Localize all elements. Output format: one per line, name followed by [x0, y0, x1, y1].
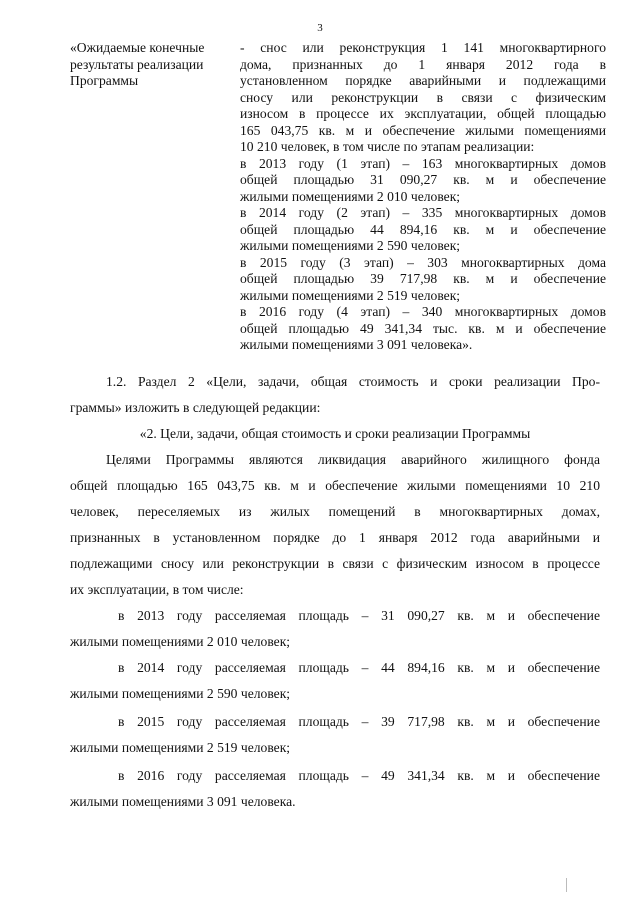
year-2016-line-2: жилыми помещениями 3 091 человека. [70, 794, 296, 809]
year-2014-line-1: в 2014 году расселяемая площадь – 44 894,16 кв. м и обеспечение [118, 660, 600, 675]
stage-line: жилыми помещениями 3 091 человека». [240, 337, 473, 352]
stage-line: жилыми помещениями 2 590 человек; [240, 238, 461, 253]
page-number: 3 [317, 22, 323, 34]
stage-line: в 2015 году (3 этап) – 303 многоквартирных дома [240, 254, 606, 270]
intro-line: - снос или реконструкция 1 141 многоквартирного [240, 40, 606, 55]
intro-line: 10 210 человек, в том числе по этапам реализации: [240, 139, 535, 154]
stage-line: общей площадью 44 894,16 кв. м и обеспечение [240, 221, 606, 237]
intro-line: установленном порядке аварийными и подлежащими [240, 73, 606, 88]
goals-line: их эксплуатации, в том числе: [70, 582, 244, 597]
stage-line: в 2016 году (4 этап) – 340 многоквартирных домов [240, 304, 606, 319]
year-2015-line-2: жилыми помещениями 2 519 человек; [70, 740, 291, 755]
section-1-2-line-2: граммы» изложить в следующей редакции: [70, 400, 321, 415]
goals-line: общей площадью 165 043,75 кв. м и обеспечение жилыми помещениями 10 210 [70, 478, 600, 493]
year-2013-line-2: жилыми помещениями 2 010 человек; [70, 634, 291, 649]
stage-line: жилыми помещениями 2 519 человек; [240, 287, 461, 303]
table-right-cell [240, 40, 606, 354]
year-2013-line-1: в 2013 году расселяемая площадь – 31 090,27 кв. м и обеспечение [118, 608, 600, 623]
goals-line: Целями Программы являются ликвидация аварийного жилищного фонда [106, 452, 600, 467]
stage-line: в 2013 году (1 этап) – 163 многоквартирных домов [240, 155, 606, 171]
table-left-label: «Ожидаемые конечные результаты реализации Программы [70, 40, 205, 88]
goals-line: подлежащими сносу или реконструкции в связи с физическим износом в процессе [70, 556, 600, 571]
section-heading: «2. Цели, задачи, общая стоимость и сроки реализации Программы [139, 426, 531, 441]
intro-line: 165 043,75 кв. м и обеспечение жилыми помещениями [240, 122, 606, 138]
stage-line: общей площадью 49 341,34 тыс. кв. м и обеспечение [240, 320, 606, 336]
goals-line: признанных в установленном порядке до 1 января 2012 года аварийными и [70, 530, 600, 545]
goals-line: человек, переселяемых из жилых помещений в многоквартирных домах, [70, 504, 600, 519]
stage-line: жилыми помещениями 2 010 человек; [240, 188, 461, 204]
section-1-2-line-1: 1.2. Раздел 2 «Цели, задачи, общая стоимость и сроки реализации Про- [106, 374, 600, 389]
scan-margin-mark [566, 878, 567, 892]
year-2014-line-2: жилыми помещениями 2 590 человек; [70, 686, 291, 701]
stage-line: в 2014 году (2 этап) – 335 многоквартирных домов [240, 205, 606, 220]
year-2015-line-1: в 2015 году расселяемая площадь – 39 717,98 кв. м и обеспечение [118, 714, 600, 729]
intro-line: износом в процессе их эксплуатации, общей площадью [240, 106, 606, 121]
intro-line: дома, признанных до 1 января 2012 года в [240, 56, 606, 72]
stage-line: общей площадью 31 090,27 кв. м и обеспечение [240, 172, 606, 187]
intro-line: сносу или реконструкции в связи с физическим [240, 89, 606, 105]
stage-line: общей площадью 39 717,98 кв. м и обеспечение [240, 271, 606, 286]
year-2016-line-1: в 2016 году расселяемая площадь – 49 341,34 кв. м и обеспечение [118, 768, 600, 783]
